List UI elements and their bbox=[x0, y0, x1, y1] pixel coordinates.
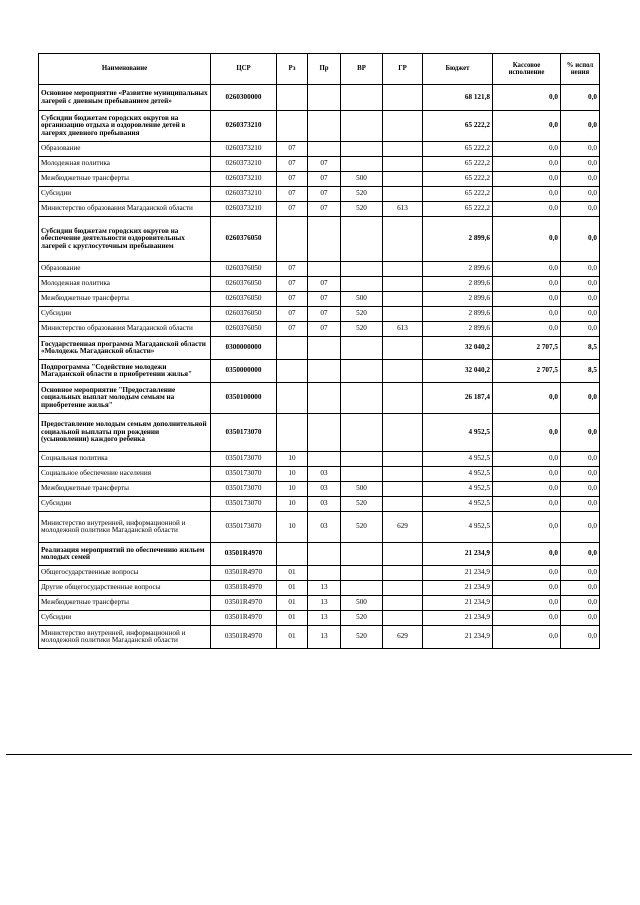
cell-pct: 0,0 bbox=[561, 482, 600, 497]
cell-cash: 0,0 bbox=[493, 414, 561, 452]
cell-csr: 03501R4970 bbox=[211, 611, 277, 626]
cell-csr: 0350173070 bbox=[211, 512, 277, 543]
cell-vr bbox=[341, 277, 383, 292]
table-row bbox=[39, 111, 600, 142]
cell-pr: 13 bbox=[308, 596, 341, 611]
cell-csr: 0260376050 bbox=[211, 307, 277, 322]
cell-rz: 07 bbox=[277, 307, 308, 322]
cell-cash: 0,0 bbox=[493, 467, 561, 482]
cell-pr: 07 bbox=[308, 157, 341, 172]
table-row bbox=[39, 262, 600, 277]
table-row bbox=[39, 512, 600, 543]
cell-cash: 0,0 bbox=[493, 111, 561, 142]
cell-pct: 0,0 bbox=[561, 172, 600, 187]
cell-vr: 520 bbox=[341, 322, 383, 337]
cell-pr: 13 bbox=[308, 581, 341, 596]
cell-csr: 03501R4970 bbox=[211, 626, 277, 649]
cell-cash: 2 707,5 bbox=[493, 360, 561, 383]
cell-name: Министерство внутренней, информационной и молодежной политики Магаданской области bbox=[39, 626, 211, 649]
cell-pct: 0,0 bbox=[561, 157, 600, 172]
cell-budget: 4 952,5 bbox=[423, 497, 493, 512]
cell-cash: 0,0 bbox=[493, 512, 561, 543]
cell-pr bbox=[308, 452, 341, 467]
cell-pct: 0,0 bbox=[561, 596, 600, 611]
cell-vr bbox=[341, 142, 383, 157]
cell-pct: 0,0 bbox=[561, 611, 600, 626]
cell-cash: 0,0 bbox=[493, 202, 561, 217]
table-row bbox=[39, 611, 600, 626]
cell-pr: 03 bbox=[308, 512, 341, 543]
header-cash: Кассовое исполнение bbox=[493, 54, 561, 85]
cell-pr: 13 bbox=[308, 626, 341, 649]
cell-vr bbox=[341, 360, 383, 383]
cell-budget: 65 222,2 bbox=[423, 157, 493, 172]
cell-name: Подпрограмма "Содействие молодежи Магаданской области в приобретении жилья" bbox=[39, 360, 211, 383]
cell-rz: 10 bbox=[277, 482, 308, 497]
cell-csr: 0350173070 bbox=[211, 467, 277, 482]
cell-pct: 0,0 bbox=[561, 512, 600, 543]
cell-cash: 0,0 bbox=[493, 262, 561, 277]
cell-rz: 10 bbox=[277, 512, 308, 543]
table-row bbox=[39, 172, 600, 187]
cell-budget: 2 899,6 bbox=[423, 322, 493, 337]
cell-name: Молодежная политика bbox=[39, 277, 211, 292]
cell-vr bbox=[341, 452, 383, 467]
cell-cash: 0,0 bbox=[493, 543, 561, 566]
cell-rz: 07 bbox=[277, 172, 308, 187]
cell-gr bbox=[383, 581, 423, 596]
cell-cash: 0,0 bbox=[493, 482, 561, 497]
cell-csr: 0350000000 bbox=[211, 360, 277, 383]
cell-budget: 21 234,9 bbox=[423, 626, 493, 649]
cell-budget: 26 187,4 bbox=[423, 383, 493, 414]
cell-name: Межбюджетные трансферты bbox=[39, 292, 211, 307]
cell-pct: 0,0 bbox=[561, 202, 600, 217]
cell-name: Субсидии бюджетам городских округов на организацию отдыха и оздоровление детей в лагерях дневного пребывания bbox=[39, 111, 211, 142]
cell-gr: 629 bbox=[383, 626, 423, 649]
cell-vr: 520 bbox=[341, 202, 383, 217]
cell-name: Основное мероприятие "Предоставление социальных выплат молодым семьям на приобретение жилья" bbox=[39, 383, 211, 414]
cell-rz bbox=[277, 543, 308, 566]
cell-csr: 0260373210 bbox=[211, 187, 277, 202]
cell-rz: 07 bbox=[277, 322, 308, 337]
cell-cash: 0,0 bbox=[493, 626, 561, 649]
cell-csr: 03501R4970 bbox=[211, 581, 277, 596]
cell-pct: 0,0 bbox=[561, 322, 600, 337]
cell-pct: 0,0 bbox=[561, 217, 600, 262]
cell-cash: 0,0 bbox=[493, 307, 561, 322]
cell-budget: 2 899,6 bbox=[423, 217, 493, 262]
cell-pr: 03 bbox=[308, 482, 341, 497]
cell-cash: 0,0 bbox=[493, 383, 561, 414]
cell-gr bbox=[383, 111, 423, 142]
cell-cash: 0,0 bbox=[493, 581, 561, 596]
cell-pr bbox=[308, 566, 341, 581]
cell-name: Министерство внутренней, информационной и молодежной политики Магаданской области bbox=[39, 512, 211, 543]
cell-cash: 0,0 bbox=[493, 217, 561, 262]
cell-vr bbox=[341, 566, 383, 581]
cell-vr bbox=[341, 111, 383, 142]
cell-rz: 07 bbox=[277, 142, 308, 157]
cell-gr bbox=[383, 157, 423, 172]
cell-csr: 0260376050 bbox=[211, 217, 277, 262]
cell-gr bbox=[383, 467, 423, 482]
cell-cash: 0,0 bbox=[493, 85, 561, 111]
table-row bbox=[39, 142, 600, 157]
cell-vr: 500 bbox=[341, 292, 383, 307]
header-pct: % испол нения bbox=[561, 54, 600, 85]
cell-csr: 03501R4970 bbox=[211, 543, 277, 566]
cell-pct: 0,0 bbox=[561, 187, 600, 202]
cell-pr: 07 bbox=[308, 172, 341, 187]
cell-vr bbox=[341, 543, 383, 566]
cell-name: Межбюджетные трансферты bbox=[39, 596, 211, 611]
cell-name: Другие общегосударственные вопросы bbox=[39, 581, 211, 596]
cell-vr: 500 bbox=[341, 172, 383, 187]
cell-pct: 0,0 bbox=[561, 414, 600, 452]
table-row bbox=[39, 202, 600, 217]
cell-gr bbox=[383, 217, 423, 262]
cell-cash: 0,0 bbox=[493, 187, 561, 202]
cell-pr bbox=[308, 383, 341, 414]
cell-csr: 0350100000 bbox=[211, 383, 277, 414]
table-row bbox=[39, 497, 600, 512]
footer-divider bbox=[6, 754, 632, 755]
table-row bbox=[39, 322, 600, 337]
cell-pct: 8,5 bbox=[561, 337, 600, 360]
cell-pr bbox=[308, 337, 341, 360]
table-row bbox=[39, 157, 600, 172]
cell-name: Молодежная политика bbox=[39, 157, 211, 172]
table-row bbox=[39, 581, 600, 596]
cell-cash: 0,0 bbox=[493, 596, 561, 611]
cell-vr: 520 bbox=[341, 626, 383, 649]
cell-vr bbox=[341, 467, 383, 482]
cell-pr bbox=[308, 217, 341, 262]
cell-gr bbox=[383, 452, 423, 467]
cell-cash: 0,0 bbox=[493, 611, 561, 626]
cell-csr: 0260373210 bbox=[211, 111, 277, 142]
cell-gr bbox=[383, 611, 423, 626]
cell-vr bbox=[341, 85, 383, 111]
cell-pr bbox=[308, 262, 341, 277]
cell-csr: 0260376050 bbox=[211, 292, 277, 307]
cell-budget: 21 234,9 bbox=[423, 543, 493, 566]
cell-pr: 07 bbox=[308, 202, 341, 217]
cell-rz: 10 bbox=[277, 467, 308, 482]
cell-pr: 03 bbox=[308, 497, 341, 512]
header-csr: ЦСР bbox=[211, 54, 277, 85]
cell-vr: 520 bbox=[341, 187, 383, 202]
cell-rz: 07 bbox=[277, 157, 308, 172]
table-row bbox=[39, 452, 600, 467]
cell-gr bbox=[383, 307, 423, 322]
cell-gr bbox=[383, 543, 423, 566]
cell-budget: 21 234,9 bbox=[423, 566, 493, 581]
header-pr: Пр bbox=[308, 54, 341, 85]
cell-pct: 0,0 bbox=[561, 307, 600, 322]
cell-budget: 4 952,5 bbox=[423, 482, 493, 497]
cell-rz: 01 bbox=[277, 581, 308, 596]
cell-name: Межбюджетные трансферты bbox=[39, 482, 211, 497]
header-budget: Бюджет bbox=[423, 54, 493, 85]
header-gr: ГР bbox=[383, 54, 423, 85]
cell-rz bbox=[277, 360, 308, 383]
cell-csr: 0260373210 bbox=[211, 157, 277, 172]
cell-pr bbox=[308, 360, 341, 383]
cell-pr: 07 bbox=[308, 187, 341, 202]
cell-pr: 03 bbox=[308, 467, 341, 482]
cell-pr bbox=[308, 142, 341, 157]
cell-budget: 21 234,9 bbox=[423, 596, 493, 611]
cell-budget: 65 222,2 bbox=[423, 187, 493, 202]
cell-name: Социальная политика bbox=[39, 452, 211, 467]
cell-cash: 0,0 bbox=[493, 157, 561, 172]
cell-gr bbox=[383, 414, 423, 452]
cell-budget: 4 952,5 bbox=[423, 452, 493, 467]
cell-vr bbox=[341, 157, 383, 172]
cell-pct: 0,0 bbox=[561, 566, 600, 581]
table-row bbox=[39, 307, 600, 322]
table-row bbox=[39, 277, 600, 292]
cell-name: Государственная программа Магаданской области «Молодежь Магаданской области» bbox=[39, 337, 211, 360]
cell-rz bbox=[277, 383, 308, 414]
cell-rz bbox=[277, 414, 308, 452]
table-header-row bbox=[39, 54, 600, 85]
cell-rz bbox=[277, 85, 308, 111]
cell-pct: 0,0 bbox=[561, 262, 600, 277]
cell-gr: 613 bbox=[383, 322, 423, 337]
cell-rz: 01 bbox=[277, 596, 308, 611]
cell-name: Основное мероприятие «Развитие муниципальных лагерей с дневным пребыванием детей» bbox=[39, 85, 211, 111]
table-body bbox=[39, 85, 600, 649]
cell-csr: 0300000000 bbox=[211, 337, 277, 360]
cell-vr bbox=[341, 581, 383, 596]
cell-csr: 0350173070 bbox=[211, 497, 277, 512]
cell-name: Межбюджетные трансферты bbox=[39, 172, 211, 187]
cell-name: Субсидии bbox=[39, 187, 211, 202]
table-row bbox=[39, 85, 600, 111]
cell-name: Общегосударственные вопросы bbox=[39, 566, 211, 581]
table-row bbox=[39, 414, 600, 452]
cell-budget: 4 952,5 bbox=[423, 467, 493, 482]
cell-pr: 07 bbox=[308, 292, 341, 307]
cell-vr bbox=[341, 414, 383, 452]
cell-cash: 0,0 bbox=[493, 292, 561, 307]
budget-table bbox=[38, 53, 600, 649]
cell-vr: 520 bbox=[341, 497, 383, 512]
cell-rz: 01 bbox=[277, 611, 308, 626]
cell-csr: 03501R4970 bbox=[211, 596, 277, 611]
cell-pct: 0,0 bbox=[561, 292, 600, 307]
cell-pct: 0,0 bbox=[561, 85, 600, 111]
cell-vr: 500 bbox=[341, 482, 383, 497]
table-row bbox=[39, 383, 600, 414]
cell-budget: 65 222,2 bbox=[423, 172, 493, 187]
cell-pct: 0,0 bbox=[561, 497, 600, 512]
cell-gr bbox=[383, 277, 423, 292]
cell-cash: 0,0 bbox=[493, 497, 561, 512]
cell-name: Министерство образования Магаданской области bbox=[39, 202, 211, 217]
cell-rz bbox=[277, 217, 308, 262]
cell-pct: 0,0 bbox=[561, 543, 600, 566]
cell-csr: 0260376050 bbox=[211, 322, 277, 337]
cell-cash: 0,0 bbox=[493, 322, 561, 337]
cell-rz: 07 bbox=[277, 277, 308, 292]
cell-vr: 520 bbox=[341, 611, 383, 626]
cell-name: Предоставление молодым семьям дополнительной социальной выплаты при рождении (усыновлении) каждого ребенка bbox=[39, 414, 211, 452]
cell-name: Субсидии bbox=[39, 611, 211, 626]
table-row bbox=[39, 187, 600, 202]
cell-budget: 21 234,9 bbox=[423, 581, 493, 596]
cell-name: Социальное обеспечение населения bbox=[39, 467, 211, 482]
cell-cash: 0,0 bbox=[493, 172, 561, 187]
cell-rz: 07 bbox=[277, 292, 308, 307]
cell-csr: 0260373210 bbox=[211, 142, 277, 157]
cell-pr: 07 bbox=[308, 277, 341, 292]
cell-budget: 21 234,9 bbox=[423, 611, 493, 626]
cell-rz: 10 bbox=[277, 497, 308, 512]
cell-gr bbox=[383, 187, 423, 202]
cell-csr: 0350173070 bbox=[211, 482, 277, 497]
cell-budget: 65 222,2 bbox=[423, 202, 493, 217]
cell-pct: 0,0 bbox=[561, 383, 600, 414]
header-name: Наименование bbox=[39, 54, 211, 85]
cell-name: Субсидии bbox=[39, 497, 211, 512]
cell-name: Образование bbox=[39, 142, 211, 157]
table-row bbox=[39, 482, 600, 497]
cell-pct: 0,0 bbox=[561, 581, 600, 596]
cell-vr bbox=[341, 337, 383, 360]
cell-name: Реализация мероприятий по обеспечению жильем молодых семей bbox=[39, 543, 211, 566]
cell-gr bbox=[383, 292, 423, 307]
cell-csr: 0260373210 bbox=[211, 202, 277, 217]
cell-cash: 0,0 bbox=[493, 277, 561, 292]
cell-csr: 0260376050 bbox=[211, 277, 277, 292]
cell-vr bbox=[341, 383, 383, 414]
cell-gr bbox=[383, 482, 423, 497]
cell-rz: 07 bbox=[277, 202, 308, 217]
cell-budget: 68 121,8 bbox=[423, 85, 493, 111]
cell-budget: 2 899,6 bbox=[423, 292, 493, 307]
cell-rz: 07 bbox=[277, 262, 308, 277]
cell-budget: 4 952,5 bbox=[423, 414, 493, 452]
table-row bbox=[39, 337, 600, 360]
cell-budget: 4 952,5 bbox=[423, 512, 493, 543]
cell-vr: 520 bbox=[341, 307, 383, 322]
header-vr: ВР bbox=[341, 54, 383, 85]
cell-gr bbox=[383, 85, 423, 111]
cell-vr bbox=[341, 217, 383, 262]
cell-cash: 0,0 bbox=[493, 142, 561, 157]
cell-gr bbox=[383, 172, 423, 187]
cell-rz: 01 bbox=[277, 566, 308, 581]
cell-gr bbox=[383, 566, 423, 581]
table-row bbox=[39, 543, 600, 566]
cell-pct: 0,0 bbox=[561, 142, 600, 157]
cell-gr bbox=[383, 596, 423, 611]
table-row bbox=[39, 626, 600, 649]
cell-pct: 0,0 bbox=[561, 467, 600, 482]
cell-rz: 10 bbox=[277, 452, 308, 467]
cell-pr: 07 bbox=[308, 307, 341, 322]
cell-pr bbox=[308, 543, 341, 566]
cell-name: Министерство образования Магаданской области bbox=[39, 322, 211, 337]
cell-budget: 2 899,6 bbox=[423, 262, 493, 277]
cell-rz: 07 bbox=[277, 187, 308, 202]
cell-budget: 32 040,2 bbox=[423, 360, 493, 383]
cell-pct: 0,0 bbox=[561, 277, 600, 292]
cell-budget: 65 222,2 bbox=[423, 142, 493, 157]
cell-csr: 0260300000 bbox=[211, 85, 277, 111]
cell-name: Субсидии бюджетам городских округов на обеспечение деятельности оздоровительных лагерей с круглосуточным пребыванием bbox=[39, 217, 211, 262]
cell-pct: 8,5 bbox=[561, 360, 600, 383]
cell-cash: 2 707,5 bbox=[493, 337, 561, 360]
cell-budget: 32 040,2 bbox=[423, 337, 493, 360]
cell-vr: 500 bbox=[341, 596, 383, 611]
cell-csr: 0350173070 bbox=[211, 414, 277, 452]
cell-pr: 07 bbox=[308, 322, 341, 337]
table-row bbox=[39, 467, 600, 482]
cell-name: Субсидии bbox=[39, 307, 211, 322]
cell-pr bbox=[308, 111, 341, 142]
cell-budget: 2 899,6 bbox=[423, 307, 493, 322]
cell-pr bbox=[308, 85, 341, 111]
cell-pct: 0,0 bbox=[561, 626, 600, 649]
table-row bbox=[39, 292, 600, 307]
cell-vr: 520 bbox=[341, 512, 383, 543]
cell-rz: 01 bbox=[277, 626, 308, 649]
cell-name: Образование bbox=[39, 262, 211, 277]
cell-gr bbox=[383, 142, 423, 157]
table-row bbox=[39, 566, 600, 581]
cell-gr: 613 bbox=[383, 202, 423, 217]
cell-rz bbox=[277, 337, 308, 360]
cell-csr: 0350173070 bbox=[211, 452, 277, 467]
cell-budget: 2 899,6 bbox=[423, 277, 493, 292]
cell-pr: 13 bbox=[308, 611, 341, 626]
cell-csr: 0260376050 bbox=[211, 262, 277, 277]
cell-cash: 0,0 bbox=[493, 452, 561, 467]
cell-csr: 03501R4970 bbox=[211, 566, 277, 581]
cell-rz bbox=[277, 111, 308, 142]
cell-gr bbox=[383, 337, 423, 360]
cell-gr bbox=[383, 262, 423, 277]
table-row bbox=[39, 596, 600, 611]
cell-cash: 0,0 bbox=[493, 566, 561, 581]
cell-pct: 0,0 bbox=[561, 452, 600, 467]
cell-gr bbox=[383, 360, 423, 383]
cell-gr bbox=[383, 497, 423, 512]
cell-csr: 0260373210 bbox=[211, 172, 277, 187]
table-row bbox=[39, 360, 600, 383]
cell-pct: 0,0 bbox=[561, 111, 600, 142]
cell-vr bbox=[341, 262, 383, 277]
cell-budget: 65 222,2 bbox=[423, 111, 493, 142]
header-rz: Рз bbox=[277, 54, 308, 85]
cell-gr bbox=[383, 383, 423, 414]
cell-pr bbox=[308, 414, 341, 452]
cell-gr: 629 bbox=[383, 512, 423, 543]
table-row bbox=[39, 217, 600, 262]
